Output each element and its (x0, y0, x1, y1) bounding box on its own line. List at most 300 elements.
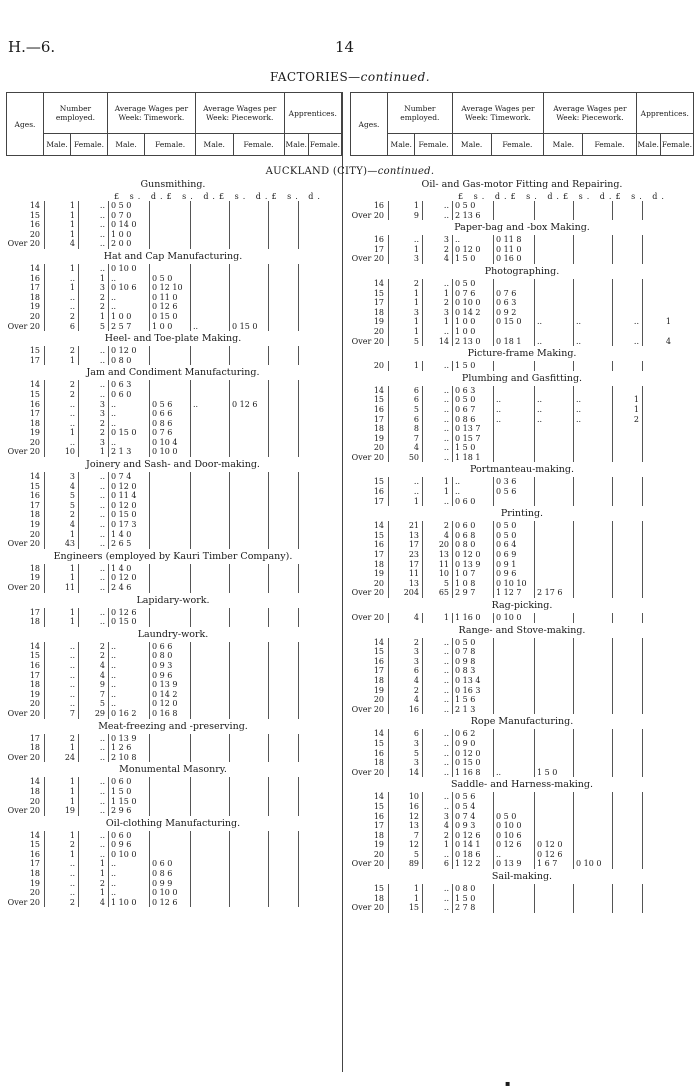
table-cell: 20 (29, 229, 40, 239)
section-table (6, 777, 329, 815)
table-cell: 14 (29, 641, 40, 651)
table-cell: 0 16 8 (150, 709, 191, 719)
table-cell (191, 734, 230, 744)
table-cell: 16 (29, 660, 40, 670)
table-cell (191, 239, 230, 249)
table-cell (150, 510, 191, 520)
table-row (350, 424, 673, 434)
table-cell: 19 (29, 520, 40, 530)
table-row (350, 550, 673, 560)
table-cell: 1 (45, 230, 79, 240)
table-cell (535, 903, 574, 913)
table-cell (643, 676, 674, 686)
column-header-right (350, 92, 694, 156)
table-cell: 18 (373, 830, 384, 840)
table-cell (269, 312, 299, 322)
table-cell (574, 729, 613, 739)
table-cell: 2 1 3 (109, 447, 150, 457)
table-cell: .. (79, 230, 109, 240)
table-cell: .. (613, 317, 643, 327)
table-cell (230, 491, 269, 501)
table-cell: 2 5 7 (109, 322, 150, 332)
table-cell (269, 680, 299, 690)
table-cell (299, 211, 330, 221)
table-cell: 0 10 4 (150, 438, 191, 448)
table-cell (150, 390, 191, 400)
table-cell: 2 17 6 (535, 588, 574, 598)
table-cell (643, 386, 674, 396)
table-cell: .. (45, 293, 79, 303)
table-cell: 18 (29, 418, 40, 428)
table-cell: 0 13 9 (453, 560, 494, 570)
table-cell: 14 (389, 768, 423, 778)
table-cell (535, 361, 574, 371)
table-cell (643, 768, 674, 778)
table-cell: 17 (373, 298, 384, 308)
table-cell (574, 812, 613, 822)
table-cell: .. (109, 419, 150, 429)
table-cell: Over 20 (351, 254, 384, 264)
table-row (350, 531, 673, 541)
table-cell (299, 806, 330, 816)
table-cell: 65 (423, 588, 453, 598)
table-cell: 17 (373, 496, 384, 506)
table-cell: .. (109, 274, 150, 284)
table-cell: 20 (373, 361, 384, 371)
table-cell (191, 651, 230, 661)
table-cell (535, 531, 574, 541)
table-row (350, 245, 673, 255)
table-cell: .. (423, 758, 453, 768)
table-cell: 2 9 6 (109, 806, 150, 816)
table-cell: 16 (29, 273, 40, 283)
table-cell: 4 (79, 671, 109, 681)
table-cell: 1 (45, 356, 79, 366)
table-cell: 5 (45, 491, 79, 501)
section-title: Lapidary-work. (136, 594, 210, 606)
table-cell: 0 6 0 (109, 777, 150, 787)
table-cell (269, 699, 299, 709)
table-cell (494, 424, 535, 434)
table-cell (269, 428, 299, 438)
table-cell: 0 13 4 (453, 676, 494, 686)
table-cell: 19 (29, 689, 40, 699)
table-row (6, 510, 329, 520)
table-cell: .. (574, 415, 613, 425)
table-cell (269, 671, 299, 681)
table-cell (269, 491, 299, 501)
table-cell (574, 487, 613, 497)
table-cell (269, 302, 299, 312)
table-cell: 20 (29, 699, 40, 709)
table-cell (494, 211, 535, 221)
table-cell: .. (423, 884, 453, 894)
table-cell: 1 (423, 840, 453, 850)
table-cell: 14 (373, 278, 384, 288)
table-cell: 2 (45, 840, 79, 850)
table-cell: 2 10 8 (109, 753, 150, 763)
table-row (350, 487, 673, 497)
table-cell: .. (423, 686, 453, 696)
table-cell: 2 (45, 346, 79, 356)
table-cell: .. (423, 327, 453, 337)
table-cell: 1 (45, 564, 79, 574)
table-cell: 204 (389, 588, 423, 598)
table-cell: 0 10 0 (109, 264, 150, 274)
section-table (6, 380, 329, 457)
table-cell (494, 758, 535, 768)
section-gunsmithing (6, 178, 340, 249)
table-cell: 0 12 0 (453, 749, 494, 759)
table-cell (191, 690, 230, 700)
table-cell (230, 428, 269, 438)
table-cell (613, 540, 643, 550)
table-cell: 1 (45, 428, 79, 438)
table-row (350, 308, 673, 318)
table-cell (299, 573, 330, 583)
table-cell: .. (45, 642, 79, 652)
table-cell: 5 (423, 579, 453, 589)
table-cell: 5 (389, 405, 423, 415)
table-cell (299, 438, 330, 448)
table-cell: 0 3 6 (494, 477, 535, 487)
table-cell: 1 12 2 (453, 859, 494, 869)
table-cell: 0 7 8 (453, 647, 494, 657)
table-cell: .. (109, 859, 150, 869)
table-cell: .. (79, 491, 109, 501)
table-cell: 18 (373, 675, 384, 685)
table-cell (230, 831, 269, 841)
city-name: AUCKLAND (CITY)— (265, 166, 378, 177)
section-table (350, 613, 673, 623)
table-cell: 1 (79, 869, 109, 879)
section-heel-and-toe-plate-making (6, 332, 340, 365)
table-cell: 1 18 1 (453, 453, 494, 463)
table-cell (613, 647, 643, 657)
table-cell: .. (423, 279, 453, 289)
table-cell (269, 859, 299, 869)
table-cell: 0 11 8 (494, 235, 535, 245)
table-cell: .. (574, 337, 613, 347)
table-cell (150, 753, 191, 763)
table-cell (230, 482, 269, 492)
table-cell: 0 9 0 (453, 739, 494, 749)
table-row (6, 346, 329, 356)
table-cell: 16 (29, 849, 40, 859)
table-cell: 6 (389, 666, 423, 676)
table-row (350, 298, 673, 308)
table-cell (643, 569, 674, 579)
table-cell: 0 6 6 (150, 409, 191, 419)
table-cell: 0 13 9 (109, 734, 150, 744)
section-table (6, 734, 329, 763)
table-row (6, 239, 329, 249)
table-cell (494, 647, 535, 657)
table-cell: 0 11 0 (494, 245, 535, 255)
table-cell: .. (79, 840, 109, 850)
table-cell (191, 293, 230, 303)
table-cell: 0 6 8 (453, 531, 494, 541)
table-cell (613, 560, 643, 570)
table-cell (150, 797, 191, 807)
table-cell: .. (109, 400, 150, 410)
table-cell: 1 (389, 497, 423, 507)
table-cell (494, 802, 535, 812)
table-cell (230, 651, 269, 661)
table-cell (269, 356, 299, 366)
table-cell: .. (45, 400, 79, 410)
table-cell: .. (453, 477, 494, 487)
table-cell (535, 487, 574, 497)
table-cell (150, 472, 191, 482)
table-cell (535, 540, 574, 550)
table-cell (574, 569, 613, 579)
table-row (6, 220, 329, 230)
table-cell (613, 434, 643, 444)
table-cell (535, 327, 574, 337)
section-title: Oil- and Gas-motor Fitting and Repairing. (421, 179, 623, 190)
table-cell (643, 477, 674, 487)
table-cell (191, 438, 230, 448)
table-cell (191, 898, 230, 908)
table-cell (574, 540, 613, 550)
table-cell (494, 903, 535, 913)
male-header: Male. (107, 134, 144, 156)
table-cell (535, 686, 574, 696)
table-cell (535, 386, 574, 396)
table-cell (191, 879, 230, 889)
table-cell (269, 211, 299, 221)
table-cell: 1 (389, 201, 423, 211)
table-cell: 15 (373, 738, 384, 748)
table-cell (230, 879, 269, 889)
table-cell (269, 777, 299, 787)
table-cell (230, 419, 269, 429)
table-cell: 5 (389, 337, 423, 347)
table-cell (269, 346, 299, 356)
table-cell (191, 283, 230, 293)
table-cell: 7 (389, 831, 423, 841)
table-cell (574, 749, 613, 759)
table-cell (230, 859, 269, 869)
section-title: Meat-freezing and -preserving. (98, 720, 248, 732)
table-cell: 4 (423, 254, 453, 264)
table-cell: .. (191, 400, 230, 410)
section-table (6, 831, 329, 908)
table-cell: 2 (613, 415, 643, 425)
table-row (6, 283, 329, 293)
table-cell (494, 894, 535, 904)
table-cell: 0 16 0 (494, 254, 535, 264)
table-cell: 14 (29, 263, 40, 273)
table-cell (230, 661, 269, 671)
table-cell: 2 4 6 (109, 583, 150, 593)
table-cell: .. (423, 453, 453, 463)
table-cell: .. (79, 777, 109, 787)
table-cell (574, 279, 613, 289)
table-cell: 16 (373, 487, 384, 497)
table-cell: 0 10 6 (109, 283, 150, 293)
table-cell (613, 850, 643, 860)
table-cell: .. (423, 443, 453, 453)
table-cell (299, 583, 330, 593)
table-cell (230, 211, 269, 221)
table-cell (643, 705, 674, 715)
table-row (350, 792, 673, 802)
table-cell: 13 (389, 531, 423, 541)
table-cell (643, 729, 674, 739)
section-sail-making (350, 870, 694, 913)
table-cell: .. (423, 802, 453, 812)
table-cell (574, 840, 613, 850)
table-cell: 1 (79, 859, 109, 869)
table-cell (613, 705, 643, 715)
table-cell: 5 (79, 322, 109, 332)
table-cell: 0 12 10 (150, 283, 191, 293)
table-cell: 1 (79, 312, 109, 322)
table-cell: 1 4 0 (109, 530, 150, 540)
table-cell: 3 (45, 472, 79, 482)
table-row (6, 898, 329, 908)
section-table (350, 477, 673, 506)
table-cell: .. (109, 690, 150, 700)
female-header: Female. (415, 134, 452, 156)
table-cell (269, 583, 299, 593)
table-cell: Over 20 (7, 708, 40, 718)
table-cell (191, 680, 230, 690)
table-cell: 0 12 0 (109, 501, 150, 511)
table-cell: 2 (45, 510, 79, 520)
table-row (350, 676, 673, 686)
table-cell (150, 573, 191, 583)
table-cell: 20 (29, 888, 40, 898)
piecework-header: Average Wages per Week: Piecework. (544, 93, 636, 134)
table-cell (643, 531, 674, 541)
table-cell (643, 792, 674, 802)
table-cell: 20 (373, 326, 384, 336)
table-row (6, 608, 329, 618)
table-cell (230, 539, 269, 549)
table-cell (269, 283, 299, 293)
table-cell: 1 0 8 (453, 579, 494, 589)
table-cell (230, 690, 269, 700)
table-cell: .. (453, 235, 494, 245)
currency-header: £ s. d.£ s. d.£ s. d.£ s. d. (114, 192, 324, 201)
table-row (350, 361, 673, 371)
table-cell (643, 245, 674, 255)
table-cell: 4 (389, 676, 423, 686)
table-cell (643, 638, 674, 648)
table-cell: .. (423, 903, 453, 913)
table-cell: 1 2 6 (109, 743, 150, 753)
table-cell (494, 705, 535, 715)
table-cell: 2 (45, 390, 79, 400)
table-cell: 0 10 0 (109, 850, 150, 860)
table-cell: 1 (423, 613, 453, 623)
table-cell (613, 666, 643, 676)
table-row (6, 879, 329, 889)
section-table (350, 884, 673, 913)
table-cell: .. (389, 477, 423, 487)
table-cell: 14 (373, 385, 384, 395)
table-cell (535, 497, 574, 507)
table-cell (299, 510, 330, 520)
table-cell: 1 5 0 (453, 254, 494, 264)
table-cell: 1 (423, 317, 453, 327)
table-cell: 18 (373, 559, 384, 569)
table-cell: .. (423, 792, 453, 802)
table-cell (613, 792, 643, 802)
table-cell (613, 657, 643, 667)
table-cell: 15 (373, 801, 384, 811)
table-cell: Over 20 (7, 239, 40, 249)
table-cell (299, 539, 330, 549)
table-cell (299, 608, 330, 618)
table-cell: 0 6 0 (109, 831, 150, 841)
section-laundry-work (6, 628, 340, 719)
table-cell (230, 501, 269, 511)
table-cell: 21 (389, 521, 423, 531)
table-cell (191, 850, 230, 860)
table-cell: 1 (79, 888, 109, 898)
table-row (6, 211, 329, 221)
table-cell: 0 14 2 (453, 308, 494, 318)
table-cell (269, 709, 299, 719)
table-cell (535, 453, 574, 463)
table-row (350, 840, 673, 850)
table-cell (230, 438, 269, 448)
table-cell: 4 (45, 482, 79, 492)
table-cell: .. (79, 380, 109, 390)
table-cell: 19 (373, 840, 384, 850)
table-cell (230, 777, 269, 787)
table-row (350, 415, 673, 425)
table-cell (613, 254, 643, 264)
table-cell: 2 (423, 521, 453, 531)
report-reference: H.—6. (8, 38, 56, 56)
section-title: Sail-making. (491, 871, 553, 883)
table-cell (150, 539, 191, 549)
table-row (350, 666, 673, 676)
table-cell (613, 327, 643, 337)
table-cell (643, 453, 674, 463)
table-cell (191, 230, 230, 240)
table-cell (299, 380, 330, 390)
section-portmanteau-making (350, 463, 694, 506)
section-title: Engineers (employed by Kauri Timber Company). (53, 550, 293, 562)
table-cell (494, 749, 535, 759)
table-cell (494, 279, 535, 289)
table-cell (574, 758, 613, 768)
table-cell (191, 530, 230, 540)
table-cell (150, 806, 191, 816)
table-cell (299, 859, 330, 869)
table-cell: 18 (373, 307, 384, 317)
table-row (350, 749, 673, 759)
table-row (350, 337, 673, 347)
table-cell (299, 787, 330, 797)
table-cell (643, 859, 674, 869)
table-cell: 1 5 0 (453, 361, 494, 371)
table-cell: Over 20 (7, 539, 40, 549)
section-title: Rag-picking. (491, 600, 553, 611)
section-joinery-and-sash-and-door-making (6, 458, 340, 549)
table-row (6, 201, 329, 211)
table-cell: 16 (373, 201, 384, 210)
table-row (350, 235, 673, 245)
right-column (350, 178, 694, 914)
section-photographing (350, 265, 694, 346)
